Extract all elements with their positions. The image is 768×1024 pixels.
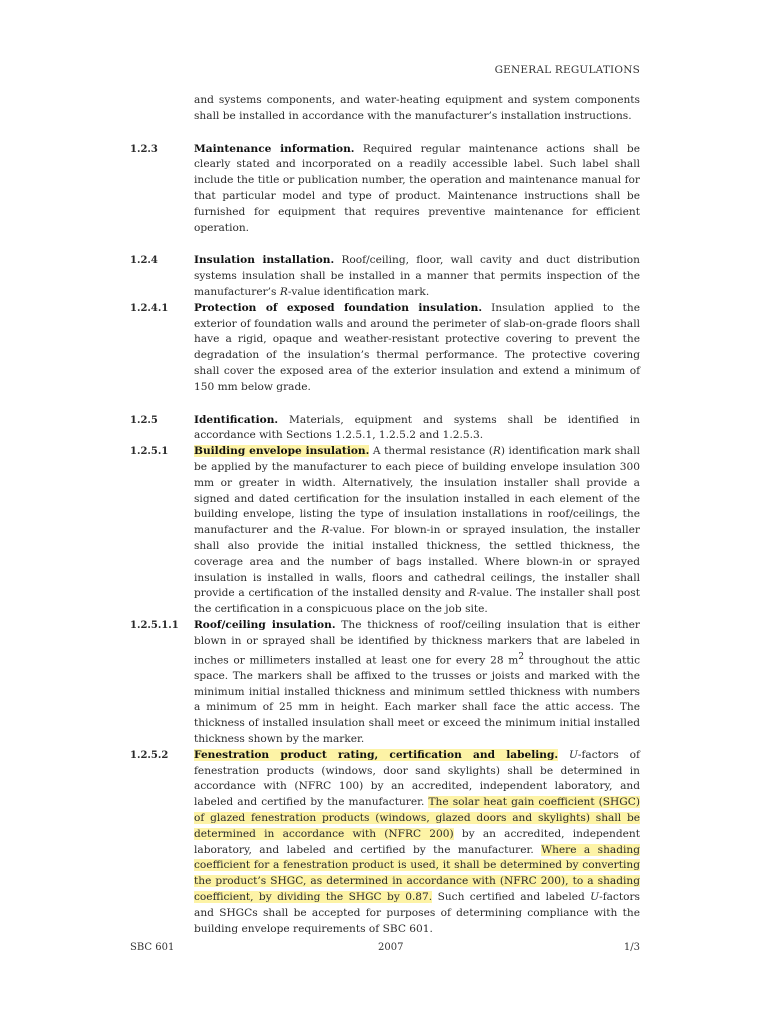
section-1-2-4-1 — [130, 301, 640, 396]
section-title: Roof/ceiling insulation. — [194, 618, 336, 631]
section-number: 1.2.3 — [130, 143, 158, 155]
section-body: Roof/ceiling, floor, wall cavity and duct distribution systems insulation shall be installed in a manner that permits inspection of the manufacturer’s — [194, 254, 641, 298]
body-text — [130, 93, 640, 937]
section-text — [194, 618, 640, 748]
section-body: Insulation applied to the exterior of foundation walls and around the perimeter of slab-on-grade floors shall have a rigid, opaque and weather-resistant protective covering to prevent the degradation of the insulation’s thermal performance. The protective covering shall cover the exposed area of the exterior insulation and extend a minimum of 150 mm below grade. — [194, 301, 640, 393]
section-body: -value identification mark. — [287, 285, 430, 298]
highlighted-text: The solar heat gain coefficient (SHGC) of glazed fenestration products (windows, glazed doors and skylights) shall be determined in accordance with (NFRC 200) — [194, 796, 640, 840]
section-number: 1.2.5.1.1 — [130, 619, 179, 631]
section-body: throughout the attic space. The markers shall be affixed to the trusses or joists and marked with the minimum initial installed thickness and minimum settled thickness with numbers a minimum of 25 mm in height. Each marker shall face the attic access. The thickness of installed insulation shall meet or exceed the minimum initial installed thickness shown by the marker. — [194, 654, 640, 746]
r-symbol: R — [321, 524, 330, 537]
section-title: Protection of exposed foundation insulation. — [194, 301, 483, 314]
section-body: -factors and SHGCs shall be accepted for purposes of determining compliance with the building envelope requirements of SBC 601. — [194, 890, 640, 935]
section-body: -factors of fenestration products (windows, door sand skylights) shall be determined in accordance with (NFRC 100) by an accredited, independent laboratory, and labeled and certified by the manufacturer. — [194, 748, 640, 809]
section-1-2-5 — [130, 413, 640, 445]
section-body: -value. The installer shall post the certification in a conspicuous place on the job site. — [194, 587, 640, 616]
section-number: 1.2.4.1 — [130, 302, 169, 314]
section-title-highlighted: Fenestration product rating, certification and labeling. — [194, 748, 559, 761]
section-body: A thermal resistance ( — [369, 445, 493, 458]
section-1-2-5-2 — [130, 748, 640, 938]
section-body: The thickness of roof/ceiling insulation that is either blown in or sprayed shall be identified by thickness markers that are labeled in inches or millimeters installed at least one for every 28 m — [194, 618, 640, 667]
section-body: Required regular maintenance actions shall be clearly stated and incorporated on a readily accessible label. Such label shall include the title or publication number, the operation and maintenance manual for that particular model and type of product. Maintenance instructions shall be furnished for equipment that requires preventive maintenance for efficient operation. — [194, 142, 640, 234]
superscript: 2 — [518, 651, 524, 662]
footer-page-number: 1/3 — [623, 942, 640, 953]
spacer — [130, 93, 194, 125]
section-text — [194, 413, 640, 445]
section-title: Identification. — [194, 413, 279, 426]
section-text — [194, 301, 640, 396]
r-symbol: R — [279, 285, 288, 298]
section-body: -value. For blown-in or sprayed insulation, the installer shall also provide the initial installed thickness, the settled thickness, the coverage area and the number of bags installed. Where blown-in or sprayed insulation is installed in walls, floors and cathedral ceilings, the installer shall provide a certification of the installed density and — [194, 524, 640, 600]
section-body: ) identification mark shall be applied by the manufacturer to each piece of building envelope insulation 300 mm or greater in width. Alternatively, the insulation installer shall provide a signed and dated certification for the insulation installed in each element of the building envelope, listing the type of insulation installations in roof/ceilings, the manufacturer and the — [194, 445, 641, 537]
section-body: Such certified and labeled — [432, 890, 591, 903]
paragraph-text: and systems components, and water-heating equipment and system components shall be installed in accordance with the manufacturer’s installation instructions. — [194, 94, 640, 122]
section-1-2-3 — [130, 142, 640, 237]
section-body — [558, 749, 569, 761]
running-head: GENERAL REGULATIONS — [494, 64, 640, 76]
section-text — [194, 444, 640, 618]
section-1-2-5-1 — [130, 444, 640, 618]
section-1-2-4 — [130, 253, 640, 300]
footer-document-code: SBC 601 — [130, 942, 175, 953]
r-symbol: R — [492, 445, 501, 458]
section-1-2-5-1-1 — [130, 618, 640, 748]
section-title: Maintenance information. — [194, 142, 355, 155]
section-title: Insulation installation. — [194, 254, 335, 267]
section-number: 1.2.4 — [130, 255, 158, 267]
section-text — [194, 253, 640, 300]
r-symbol: R — [468, 587, 477, 600]
section-text — [194, 142, 640, 237]
u-symbol: U — [590, 890, 600, 903]
section-body: Materials, equipment and systems shall be identified in accordance with Sections 1.2.5.1, 1.2.5.2 and 1.2.5.3. — [194, 413, 640, 442]
section-title-highlighted: Building envelope insulation. — [194, 445, 370, 458]
section-number: 1.2.5.2 — [130, 749, 169, 761]
section-number: 1.2.5.1 — [130, 446, 169, 458]
section-number: 1.2.5 — [130, 414, 158, 426]
footer-year: 2007 — [378, 942, 404, 953]
highlighted-text: Where a shading coefficient for a fenestration product is used, it shall be determined by converting the product’s SHGC, as determined in accordance with (NFRC 200), to a shading coefficient, by dividing the SHGC by 0.87. — [194, 843, 640, 903]
section-text — [194, 748, 640, 938]
u-symbol: U — [568, 748, 578, 761]
continuation-paragraph — [130, 93, 640, 125]
section-body: by an accredited, independent laboratory, and labeled and certified by the manufacturer. — [194, 827, 640, 856]
